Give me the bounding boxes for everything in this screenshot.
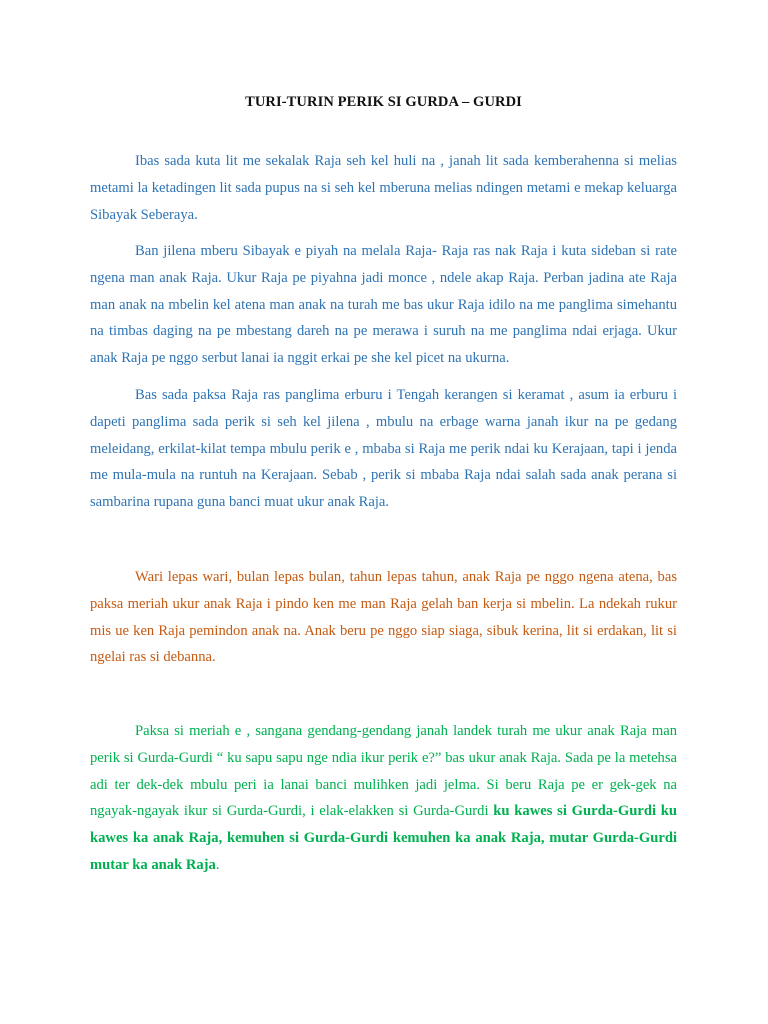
paragraph-4: Wari lepas wari, bulan lepas bulan, tahun lepas tahun, anak Raja pe nggo ngena atena, bas paksa meriah ukur anak Raja i pindo ken me man Raja gelah ban kerja si mbelin. La ndekah rukur mis ue ken Raja pemindon anak na. Anak beru pe nggo siap siaga, sibuk kerina, lit si erdakan, lit si ngelai ras si debanna. <box>90 569 677 666</box>
paragraph-3: Bas sada paksa Raja ras panglima erburu i Tengah kerangen si keramat , asum ia erburu i dapeti panglima sada perik si seh kel jilena , mbulu na erbage warna janah ikur na pe gedang meleidang, erkilat-kilat tempa mbulu perik e , mbaba si Raja me perik ndai ku Kerajaan, tapi i jenda me mula-mula na runtuh na Kerajaan. Sebab , perik si mbaba Raja ndai salah sada anak perana si sambarina rupana guna banci muat ukur anak Raja. <box>90 387 677 511</box>
paragraph-5-end: . <box>215 856 220 873</box>
document-title: TURI-TURIN PERIK SI GURDA – GURDI <box>245 94 522 110</box>
paragraph-5-text: Paksa si meriah e , sangana gendang-gendang janah landek turah me ukur anak Raja man perik si Gurda-Gurdi “ ku sapu sapu nge ndia ikur perik e?” bas ukur anak Raja. Sada pe la metehsa adi ter dek-dek mbulu peri ia lanai banci mulihken jadi jelma. Si beru Raja pe er gek-gek na ngayak-ngayak ikur si Gurda-Gurdi, i elak-elakken si Gurda-Gurdi <box>90 723 677 820</box>
paragraph-2: Ban jilena mberu Sibayak e piyah na melala Raja- Raja ras nak Raja i kuta sideban si rate ngena man anak Raja. Ukur Raja pe piyahna jadi monce , ndele akap Raja. Perban jadina ate Raja man anak na mbelin kel atena man anak na turah me bas ukur Raja idilo na me panglima simehantu na timbas daging na pe mbestang dareh na pe merawa i suruh na me panglima ndai erjaga. Ukur anak Raja pe nggo serbut lanai ia nggit erkai pe she kel picet na ukurna. <box>90 243 677 367</box>
paragraph-1: Ibas sada kuta lit me sekalak Raja seh kel huli na , janah lit sada kemberahenna si melias metami la ketadingen lit sada pupus na si seh kel mberuna melias ndingen metami e mekap keluarga Sibayak Seberaya. <box>90 153 677 223</box>
paragraph-5-bold-text: ku kawes si Gurda-Gurdi ku kawes ka anak Raja, kemuhen si Gurda-Gurdi kemuhen ka anak Raja, mutar Gurda-Gurdi mutar ka anak Raja <box>90 803 677 873</box>
paragraph-5 <box>90 718 677 879</box>
